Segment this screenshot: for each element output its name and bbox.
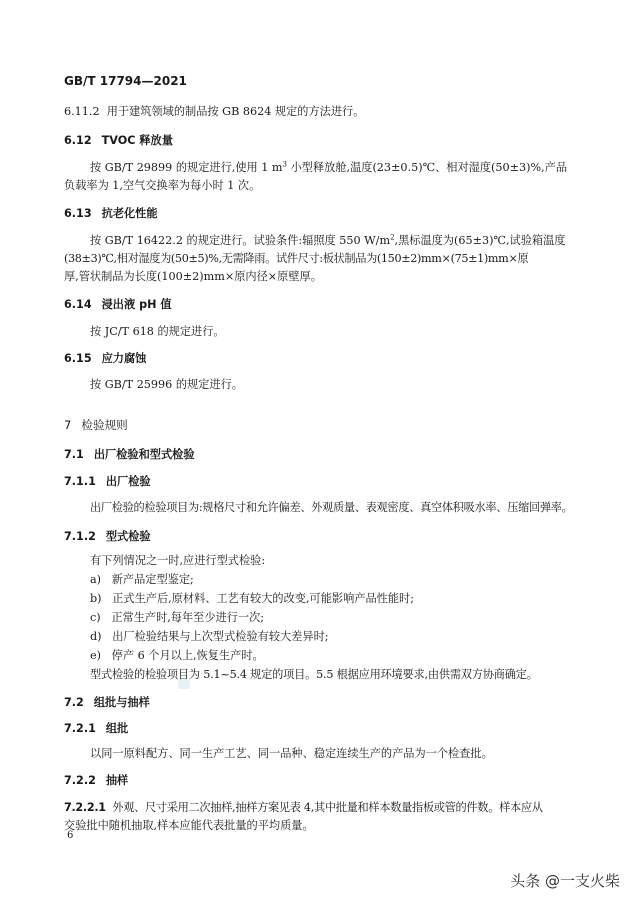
heading-number: 7.1 xyxy=(64,448,84,461)
list-item-label: d) xyxy=(90,630,102,643)
heading-7-2-1 xyxy=(64,721,580,737)
list-item xyxy=(90,572,606,588)
standard-code: GB/T 17794—2021 xyxy=(64,74,187,88)
list-item-text: 正常生产时,每年至少进行一次; xyxy=(111,611,265,624)
list-item xyxy=(90,629,606,645)
clause-number: 7.2.2.1 xyxy=(64,801,106,814)
clause-text: 外观、尺寸采用二次抽样,抽样方案见表 4,其中批量和样本数量指板或管的件数。样本应从 xyxy=(112,801,543,814)
heading-title: TVOC 释放量 xyxy=(101,134,173,147)
heading-number: 7.1.1 xyxy=(64,475,96,488)
heading-7-2 xyxy=(64,695,580,711)
paragraph-6-13-line-1 xyxy=(90,233,606,249)
heading-title: 出厂检验和型式检验 xyxy=(93,448,195,461)
heading-title: 抽样 xyxy=(105,774,129,787)
heading-number: 7.2.2 xyxy=(64,774,96,787)
heading-6-15 xyxy=(64,351,580,367)
heading-number: 6.13 xyxy=(64,207,92,220)
paragraph-6-15: 按 GB/T 25996 的规定进行。 xyxy=(90,378,243,391)
clause-number: 6.11.2 xyxy=(64,105,100,118)
heading-7-2-2 xyxy=(64,773,580,789)
superscript: 3 xyxy=(282,160,288,169)
paragraph-7-1-1: 出厂检验的检验项目为:规格尺寸和允许偏差、外观质量、表观密度、真空体积吸水率、压缩回弹率。 xyxy=(90,501,573,514)
paragraph-6-13-line-3: 厚,管状制品为长度(100±2)mm×原内径×原壁厚。 xyxy=(64,270,322,283)
heading-number: 7.2.1 xyxy=(64,722,96,735)
heading-7 xyxy=(64,417,580,433)
clause-6-11-2 xyxy=(64,104,580,120)
text-run: 按 GB/T 29899 的规定进行,使用 1 m xyxy=(90,161,283,174)
text-run: ,黑标温度为(65±3)℃,试验箱温度 xyxy=(394,234,566,247)
watermark: 头条 @一支火柴 xyxy=(510,872,620,890)
list-item xyxy=(90,591,606,607)
clause-7-2-2-1-line-1 xyxy=(64,800,580,816)
heading-title: 检验规则 xyxy=(81,418,128,432)
list-item-text: 新产品定型鉴定; xyxy=(111,573,194,586)
list-item xyxy=(90,610,606,626)
heading-title: 抗老化性能 xyxy=(101,207,158,220)
text-run: 小型释放舱,温度(23±0.5)℃、相对湿度(50±3)%,产品 xyxy=(287,161,568,174)
heading-number: 7.1.2 xyxy=(64,530,96,543)
clause-text: 用于建筑领域的制品按 GB 8624 规定的方法进行。 xyxy=(106,105,365,118)
list-item-text: 出厂检验结果与上次型式检验有较大差异时; xyxy=(112,630,329,643)
heading-7-1-2 xyxy=(64,529,580,545)
page-number: 6 xyxy=(67,830,74,841)
paragraph-7-1-2-intro: 有下列情况之一时,应进行型式检验: xyxy=(90,554,266,567)
list-item-label: a) xyxy=(90,573,102,586)
clause-7-2-2-1-line-2: 交验批中随机抽取,样本应能代表批量的平均质量。 xyxy=(64,819,314,832)
heading-6-13 xyxy=(64,206,580,222)
paragraph-6-12-line-1 xyxy=(90,160,606,176)
list-item-label: c) xyxy=(90,611,101,624)
list-item-text: 正式生产后,原材料、工艺有较大的改变,可能影响产品性能时; xyxy=(112,592,414,605)
heading-7-1 xyxy=(64,447,580,463)
heading-number: 6.14 xyxy=(64,298,92,311)
paragraph-6-12-line-2: 负载率为 1,空气交换率为每小时 1 次。 xyxy=(64,179,261,192)
heading-number: 6.15 xyxy=(64,352,92,365)
paragraph-7-2-1: 以同一原料配方、同一生产工艺、同一品种、稳定连续生产的产品为一个检查批。 xyxy=(90,747,493,760)
heading-title: 浸出液 pH 值 xyxy=(101,298,172,311)
list-item-label: e) xyxy=(90,649,101,662)
heading-6-12 xyxy=(64,133,580,149)
heading-title: 应力腐蚀 xyxy=(101,352,147,365)
heading-title: 组批与抽样 xyxy=(93,696,150,709)
heading-title: 出厂检验 xyxy=(105,475,151,488)
heading-6-14 xyxy=(64,297,580,313)
heading-title: 型式检验 xyxy=(105,530,151,543)
heading-number: 7.2 xyxy=(64,696,84,709)
paragraph-7-1-2-closing: 型式检验的检验项目为 5.1~5.4 规定的项目。5.5 根据应用环境要求,由供需双方协商确定。 xyxy=(90,668,538,681)
heading-number: 6.12 xyxy=(64,134,92,147)
paragraph-6-14: 按 JC/T 618 的规定进行。 xyxy=(90,325,225,338)
heading-number: 7 xyxy=(64,418,72,432)
text-run: 按 GB/T 16422.2 的规定进行。试验条件:辐照度 550 W/m xyxy=(90,234,391,247)
heading-title: 组批 xyxy=(105,722,129,735)
list-item-text: 停产 6 个月以上,恢复生产时。 xyxy=(111,649,264,662)
list-item-label: b) xyxy=(90,592,102,605)
heading-7-1-1 xyxy=(64,474,580,490)
faint-mark-icon xyxy=(177,677,191,691)
list-item xyxy=(90,648,606,664)
superscript: 2 xyxy=(390,233,395,242)
paragraph-6-13-line-2: (38±3)℃,相对湿度为(50±5)%,无需降雨。试件尺寸:板状制品为(150±2)mm×(75±1)mm×原 xyxy=(64,252,529,265)
